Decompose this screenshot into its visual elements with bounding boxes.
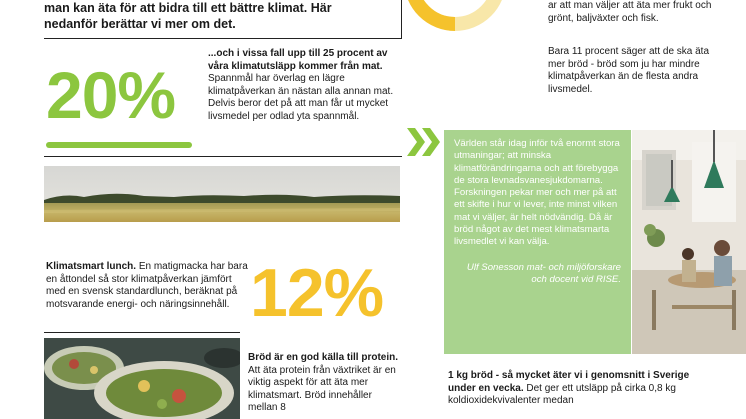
wheat-field-photo xyxy=(44,166,400,222)
bread-week-heading: 1 kg bröd - så mycket äter vi i genomsnitt i Sverige under en vecka. xyxy=(448,370,690,394)
salad-bowl-photo xyxy=(44,338,240,419)
bread-protein-heading: Bröd är en god källa till protein. xyxy=(248,352,399,363)
cafe-interior-photo xyxy=(632,130,746,354)
lunch-text xyxy=(46,261,252,311)
intro-line-1: man kan äta för att bidra till ett bättre klimat. Här xyxy=(44,1,332,15)
lunch-body: En matigmacka har bara en åttondel så stor klimatpåverkan jämfört med en svensk standardlunch, beräknat på motsvarande energi- och näringsinnehåll. xyxy=(46,261,248,310)
top-divider xyxy=(44,38,402,39)
section-divider-1 xyxy=(44,156,402,157)
stat-40-ring xyxy=(400,0,510,35)
stat-20-heading: ...och i vissa fall upp till 25 procent av våra klimatutsläpp kommer från mat. xyxy=(208,48,388,72)
intro-text xyxy=(44,0,394,32)
stat-20-body: Spannmål har överlag en lägre klimatpåverkan än nästan alla annan mat. Delvis beror det på att man får ut mycket livsmedel per odlad yta spannmål. xyxy=(208,73,394,122)
stat-40-text-bottom: Bara 11 procent säger att de ska äta mer bröd - bröd som ju har mindre klimatpåverkan än de flesta andra livsmedel. xyxy=(548,46,710,95)
section-divider-2 xyxy=(44,332,240,333)
lunch-heading: Klimatsmart lunch. xyxy=(46,261,137,272)
stat-12-value: 12% xyxy=(250,255,384,331)
stat-20-text xyxy=(208,48,396,124)
bread-protein-body: Att äta protein från växtriket är en viktig aspekt för att äta mer klimatsmart. Bröd innehåller mellan 8 xyxy=(248,364,396,414)
stat-20-value: 20% xyxy=(46,58,176,132)
quote-signature: Ulf Sonesson mat- och miljöforskare och docent vid RISE. xyxy=(466,261,621,285)
double-chevron-right-icon xyxy=(405,125,443,159)
intro-line-2: nedanför berättar vi mer om det. xyxy=(44,17,236,31)
bread-protein-text xyxy=(248,352,400,415)
bread-week-body: Det ger ett utsläpp på cirka 0,8 kg koldioxidekvivalenter medan xyxy=(448,382,676,407)
stat-20-underline xyxy=(46,142,192,148)
bread-week-text xyxy=(448,370,698,408)
stat-40-text-top: ar att man väljer att äta mer frukt och grönt, baljväxter och fisk. xyxy=(548,0,712,24)
quote-text: Världen står idag inför två enormt stora utmaningar; att minska klimatförändringarna och att förebygga de stora levnadsvanesjukdomarna. Forskningen pekar mer och mer på att ett skifte i hur vi lever, inte minst vilken mat vi väljer, är helt nödvändig. Då är bröd något av det mest klimatsmarta livsmedlet vi kan välja. xyxy=(454,138,620,248)
quote-box xyxy=(444,130,631,354)
